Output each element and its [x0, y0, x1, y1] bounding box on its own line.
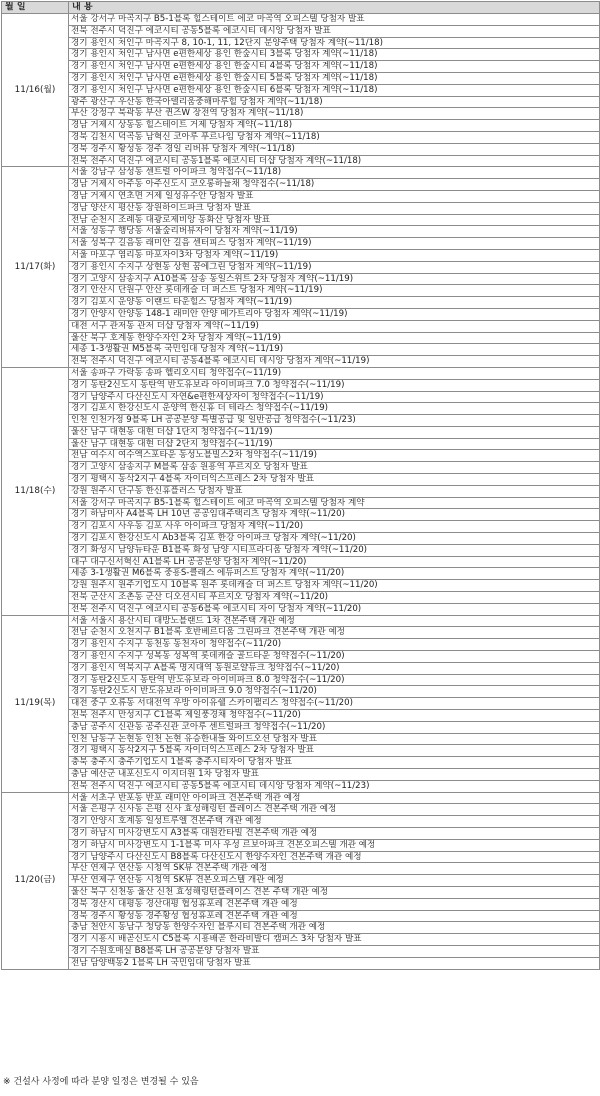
schedule-item: 경기 하남미사 A4블록 LH 10년 공공임대주택리츠 당첨자 계약(~11/20) — [69, 509, 600, 521]
schedule-item: 경기 용인시 처인구 남사면 e편한세상 용인 한숲시티 6블록 당첨자 계약(~11/18) — [69, 84, 600, 96]
schedule-item: 전남 순천시 오천지구 B1블록 호반베르디움 그린파크 견본주택 개관 예정 — [69, 627, 600, 639]
date-cell: 11/19(목) — [2, 615, 69, 792]
table-row — [2, 497, 600, 509]
schedule-item: 경기 동탄2신도시 동탄역 반도유보라 아이비파크 7.0 청약접수(~11/19) — [69, 379, 600, 391]
schedule-item: 경기 평택시 동삭2지구 5블록 자이더익스프레스 2차 당첨자 발표 — [69, 745, 600, 757]
schedule-item: 인천 남동구 논현동 인천 논현 유승한내들 와이드오션 당첨자 발표 — [69, 733, 600, 745]
table-row — [2, 25, 600, 37]
table-row — [2, 190, 600, 202]
schedule-item: 서울 강서구 마곡지구 B5-1블록 힐스테이트 에코 마곡역 오피스텔 당첨자 계약 — [69, 497, 600, 509]
table-row — [2, 934, 600, 946]
table-row — [2, 37, 600, 49]
content-column-header: 내 용 — [69, 2, 600, 14]
table-row — [2, 285, 600, 297]
schedule-item: 경남 거제시 아주동 아주신도시 코오롱하늘채 청약접수(~11/18) — [69, 179, 600, 191]
table-row — [2, 816, 600, 828]
table-row — [2, 155, 600, 167]
table-row — [2, 544, 600, 556]
schedule-item: 서울 서초구 반포동 반포 래미안 아이파크 견본주택 개관 예정 — [69, 792, 600, 804]
schedule-item: 전남 여수시 여수엑스포타운 동성노블빌스2차 청약접수(~11/19) — [69, 450, 600, 462]
schedule-item: 전북 전주시 만성지구 C1블록 제일풍경채 청약접수(~11/20) — [69, 710, 600, 722]
schedule-item: 경기 남양주시 다산신도시 자연&e편한세상자이 청약접수(~11/19) — [69, 391, 600, 403]
table-row — [2, 485, 600, 497]
schedule-item: 대구 대구신서혁신 A1블록 LH 공공분양 당첨자 계약(~11/20) — [69, 556, 600, 568]
schedule-item: 부산 연제구 연산동 시청역 SK뷰 견본주택 개관 예정 — [69, 863, 600, 875]
schedule-body — [2, 14, 600, 970]
schedule-item: 경북 경산시 대평동 경산대평 협성휴포레 견본주택 개관 예정 — [69, 898, 600, 910]
footnote: ※ 건설사 사정에 따라 분양 일정은 변경될 수 있음 — [3, 1077, 199, 1087]
schedule-item: 충남 예산군 내포신도시 이지더원 1차 당첨자 발표 — [69, 769, 600, 781]
schedule-table — [1, 1, 600, 970]
table-row — [2, 356, 600, 368]
schedule-item: 전남 담양백동2 1블록 LH 국민임대 당첨자 발표 — [69, 957, 600, 969]
schedule-item: 경남 거제시 상동동 힐스테이트 거제 당첨자 계약(~11/18) — [69, 120, 600, 132]
schedule-item: 대전 중구 오류동 서대전역 우방 아이유쉘 스카이팰리스 청약접수(~11/20) — [69, 698, 600, 710]
table-row — [2, 780, 600, 792]
schedule-item: 경기 평택시 동삭2지구 4블록 자이더익스프레스 2차 당첨자 발표 — [69, 474, 600, 486]
schedule-item: 전북 군산시 조촌동 군산 디오션시티 푸르지오 당첨자 계약(~11/20) — [69, 592, 600, 604]
table-row — [2, 61, 600, 73]
table-row — [2, 509, 600, 521]
schedule-item: 경기 김포시 한강신도시 운양역 한신휴 더 테라스 청약접수(~11/19) — [69, 403, 600, 415]
table-row — [2, 839, 600, 851]
table-row — [2, 910, 600, 922]
table-row — [2, 533, 600, 545]
table-row — [2, 474, 600, 486]
schedule-item: 경남 거제시 연초면 거제 일성유수안 당첨자 발표 — [69, 190, 600, 202]
table-row — [2, 297, 600, 309]
date-cell: 11/20(금) — [2, 792, 69, 969]
table-row — [2, 462, 600, 474]
table-row — [2, 49, 600, 61]
schedule-item: 세종 1-3생활권 M5블록 국민임대 당첨자 계약(~11/19) — [69, 344, 600, 356]
schedule-item: 경기 동탄2신도시 반도유보라 아이비파크 9.0 청약접수(~11/20) — [69, 686, 600, 698]
table-row — [2, 745, 600, 757]
table-row — [2, 14, 600, 26]
table-row — [2, 72, 600, 84]
table-row — [2, 131, 600, 143]
schedule-item: 경기 안양시 호계동 일성트루엘 견본주택 개관 예정 — [69, 816, 600, 828]
table-row — [2, 580, 600, 592]
schedule-item: 충남 공주시 신관동 공주신관 코아루 센트럴파크 청약접수(~11/20) — [69, 721, 600, 733]
table-row — [2, 698, 600, 710]
schedule-item: 울산 북구 호계동 한양수자인 2차 당첨자 계약(~11/19) — [69, 332, 600, 344]
table-row — [2, 662, 600, 674]
table-row — [2, 886, 600, 898]
table-row — [2, 827, 600, 839]
table-row — [2, 922, 600, 934]
table-row — [2, 592, 600, 604]
schedule-item: 전북 전주시 덕진구 에코시티 공동4블록 에코시티 데시앙 당첨자 계약(~11/19) — [69, 356, 600, 368]
schedule-item: 경기 용인시 처인구 남사면 e편한세상 용인 한숲시티 3블록 당첨자 계약(~11/18) — [69, 49, 600, 61]
schedule-item: 경북 김천시 덕곡동 남혁신 코아루 푸르나임 당첨자 계약(~11/18) — [69, 131, 600, 143]
table-row — [2, 426, 600, 438]
table-row — [2, 721, 600, 733]
date-column-header: 월 일 — [2, 2, 69, 14]
table-row — [2, 556, 600, 568]
schedule-item: 경기 남양주시 다산신도시 B8블록 다산신도시 한양수자인 견본주택 개관 예정 — [69, 851, 600, 863]
schedule-item: 서울 송파구 가락동 송파 헬리오시티 청약접수(~11/19) — [69, 367, 600, 379]
table-row — [2, 957, 600, 969]
schedule-item: 경기 김포시 사우동 김포 사우 아이파크 당첨자 계약(~11/20) — [69, 521, 600, 533]
schedule-item: 경기 고양시 삼송지구 M블록 삼송 원흥역 푸르지오 당첨자 발표 — [69, 462, 600, 474]
schedule-item: 경남 양산시 평산동 장원하이드파크 당첨자 발표 — [69, 202, 600, 214]
schedule-item: 경기 용인시 수지구 동천동 동천자이 청약접수(~11/20) — [69, 639, 600, 651]
schedule-item: 서울 서울시 용산시티 대방노블랜드 1차 견본주택 개관 예정 — [69, 615, 600, 627]
table-row — [2, 651, 600, 663]
table-row — [2, 367, 600, 379]
schedule-item: 서울 강남구 삼성동 센트럴 아이파크 청약접수(~11/18) — [69, 167, 600, 179]
table-row — [2, 450, 600, 462]
table-row — [2, 238, 600, 250]
schedule-item: 전북 전주시 덕진구 에코시티 공동5블록 에코시티 데시앙 당첨자 계약(~11/23) — [69, 780, 600, 792]
table-row — [2, 945, 600, 957]
date-cell: 11/18(수) — [2, 367, 69, 615]
table-row — [2, 332, 600, 344]
table-row — [2, 615, 600, 627]
table-row — [2, 627, 600, 639]
table-row — [2, 438, 600, 450]
date-cell: 11/16(월) — [2, 14, 69, 167]
schedule-item: 전북 전주시 덕진구 에코시티 공동5블록 에코시티 데시앙 당첨자 발표 — [69, 25, 600, 37]
table-row — [2, 179, 600, 191]
schedule-item: 울산 남구 대현동 대현 더샵 2단지 청약접수(~11/19) — [69, 438, 600, 450]
table-row — [2, 108, 600, 120]
table-row — [2, 273, 600, 285]
table-row — [2, 792, 600, 804]
schedule-item: 부산 연제구 연산동 시청역 SK뷰 견본오피스텔 개관 예정 — [69, 875, 600, 887]
table-row — [2, 639, 600, 651]
table-row — [2, 214, 600, 226]
table-row — [2, 202, 600, 214]
schedule-item: 경기 시흥시 배곧신도시 C5블록 시흥배곧 한라비발디 캠퍼스 3차 당첨자 발표 — [69, 934, 600, 946]
schedule-item: 경기 용인시 처인구 마곡지구 8, 10-1, 11, 12단지 분양주택 당첨자 계약(~11/18) — [69, 37, 600, 49]
table-row — [2, 804, 600, 816]
schedule-item: 경기 용인시 수지구 성복동 성복역 롯데캐슬 골드타운 청약접수(~11/20) — [69, 651, 600, 663]
table-row — [2, 733, 600, 745]
schedule-item: 광주 광산구 우산동 한국아델리움중해마루힐 당첨자 계약(~11/18) — [69, 96, 600, 108]
schedule-item: 전남 순천시 조례동 대광로제비앙 동화산 당첨자 발표 — [69, 214, 600, 226]
table-row — [2, 96, 600, 108]
table-row — [2, 863, 600, 875]
table-row — [2, 686, 600, 698]
table-row — [2, 898, 600, 910]
schedule-item: 경기 안산시 단원구 안산 롯데캐슬 더 퍼스트 당첨자 계약(~11/19) — [69, 285, 600, 297]
schedule-item: 서울 강서구 마곡지구 B5-1블록 힐스테이트 에코 마곡역 오피스텔 당첨자 발표 — [69, 14, 600, 26]
table-row — [2, 403, 600, 415]
date-cell: 11/17(화) — [2, 167, 69, 368]
table-row — [2, 308, 600, 320]
table-row — [2, 320, 600, 332]
table-row — [2, 415, 600, 427]
schedule-item: 서울 성동구 행당동 서울숲리버뷰자이 당첨자 계약(~11/19) — [69, 226, 600, 238]
schedule-item: 강원 원주시 단구동 한신휴플러스 당첨자 발표 — [69, 485, 600, 497]
table-row — [2, 603, 600, 615]
schedule-item: 부산 강정구 북곽동 부산 퀸즈W 장전역 당첨자 계약(~11/18) — [69, 108, 600, 120]
schedule-item: 경기 김포시 운양동 이랜드 타운힐스 당첨자 계약(~11/19) — [69, 297, 600, 309]
schedule-item: 경기 용인시 처인구 남사면 e편한세상 용인 한숲시티 4블록 당첨자 계약(~11/18) — [69, 61, 600, 73]
table-row — [2, 120, 600, 132]
schedule-item: 강원 원주시 원주기업도시 10블록 원주 롯데캐슬 더 퍼스트 당첨자 계약(~11/20) — [69, 580, 600, 592]
table-row — [2, 568, 600, 580]
table-row — [2, 521, 600, 533]
table-row — [2, 875, 600, 887]
table-row — [2, 379, 600, 391]
table-row — [2, 143, 600, 155]
table-row — [2, 249, 600, 261]
schedule-item: 세종 3-1생활권 M6블록 중흥S-클래스 에듀퍼스트 당첨자 계약(~11/20) — [69, 568, 600, 580]
schedule-item: 경기 하남시 미사강변도시 1-1블록 미사 우성 르보아파크 견본오피스텔 개관 예정 — [69, 839, 600, 851]
schedule-item: 경기 용인시 처인구 남사면 e편한세상 용인 한숲시티 5블록 당첨자 계약(~11/18) — [69, 72, 600, 84]
schedule-item: 경기 용인시 수지구 상현동 상현 꿈에그린 당첨자 계약(~11/19) — [69, 261, 600, 273]
schedule-item: 서울 마포구 염리동 마포자이3차 당첨자 계약(~11/19) — [69, 249, 600, 261]
schedule-item: 충남 천안시 동남구 청당동 한양수자인 블루시티 견본주택 개관 예정 — [69, 922, 600, 934]
table-row — [2, 344, 600, 356]
table-row — [2, 391, 600, 403]
schedule-item: 인천 인천가정 9블록 LH 공공분양 특별공급 및 일반공급 청약접수(~11/23) — [69, 415, 600, 427]
table-row — [2, 710, 600, 722]
table-row — [2, 261, 600, 273]
schedule-item: 경기 김포시 한강신도시 Ab3블록 김포 한강 아이파크 당첨자 계약(~11/20) — [69, 533, 600, 545]
schedule-item: 전북 전주시 덕진구 에코시티 공동6블록 에코시티 자이 당첨자 계약(~11/20) — [69, 603, 600, 615]
schedule-item: 경북 경주시 황성동 경주 경일 리버뷰 당첨자 계약(~11/18) — [69, 143, 600, 155]
schedule-item: 서울 성북구 길음동 래미안 길음 센터피스 당첨자 계약(~11/19) — [69, 238, 600, 250]
schedule-item: 전북 전주시 덕진구 에코시티 공동1블록 에코시티 더샵 당첨자 계약(~11/18) — [69, 155, 600, 167]
schedule-item: 서울 은평구 신사동 은평 신사 효성해링턴 플레이스 견본주택 개관 예정 — [69, 804, 600, 816]
schedule-item: 경기 화성시 남양뉴타운 B1블록 화성 남양 시티프라디움 당첨자 계약(~11/20) — [69, 544, 600, 556]
schedule-item: 경기 동탄2신도시 동탄역 반도유보라 아이비파크 8.0 청약접수(~11/20) — [69, 674, 600, 686]
schedule-item: 경북 경주시 황성동 경주황성 협성휴포레 견본주택 개관 예정 — [69, 910, 600, 922]
schedule-item: 경기 고양시 삼송지구 A10블록 삼송 동일스위트 2차 당첨자 계약(~11/19) — [69, 273, 600, 285]
table-row — [2, 851, 600, 863]
schedule-item: 경기 수원호매실 B8블록 LH 공공분양 당첨자 발표 — [69, 945, 600, 957]
table-row — [2, 757, 600, 769]
schedule-item: 울산 남구 대현동 대현 더샵 1단지 청약접수(~11/19) — [69, 426, 600, 438]
table-row — [2, 674, 600, 686]
schedule-item: 경기 하남시 미사강변도시 A3블록 대원칸타빌 견본주택 개관 예정 — [69, 827, 600, 839]
table-row — [2, 226, 600, 238]
schedule-item: 울산 북구 신천동 울산 신천 효성해링턴플레이스 견본 주택 개관 예정 — [69, 886, 600, 898]
schedule-item: 경기 안양시 안양동 148-1 래미안 안양 메가트리아 당첨자 계약(~11/19) — [69, 308, 600, 320]
schedule-item: 충북 충주시 충주기업도시 1블록 충주시티자이 당첨자 발표 — [69, 757, 600, 769]
table-row — [2, 84, 600, 96]
table-row — [2, 167, 600, 179]
schedule-item: 대전 서구 관저동 관저 더샵 당첨자 계약(~11/19) — [69, 320, 600, 332]
schedule-item: 경기 용인시 역북지구 A블록 명지대역 동원로얄듀크 청약접수(~11/20) — [69, 662, 600, 674]
table-row — [2, 769, 600, 781]
header-row — [2, 2, 600, 14]
